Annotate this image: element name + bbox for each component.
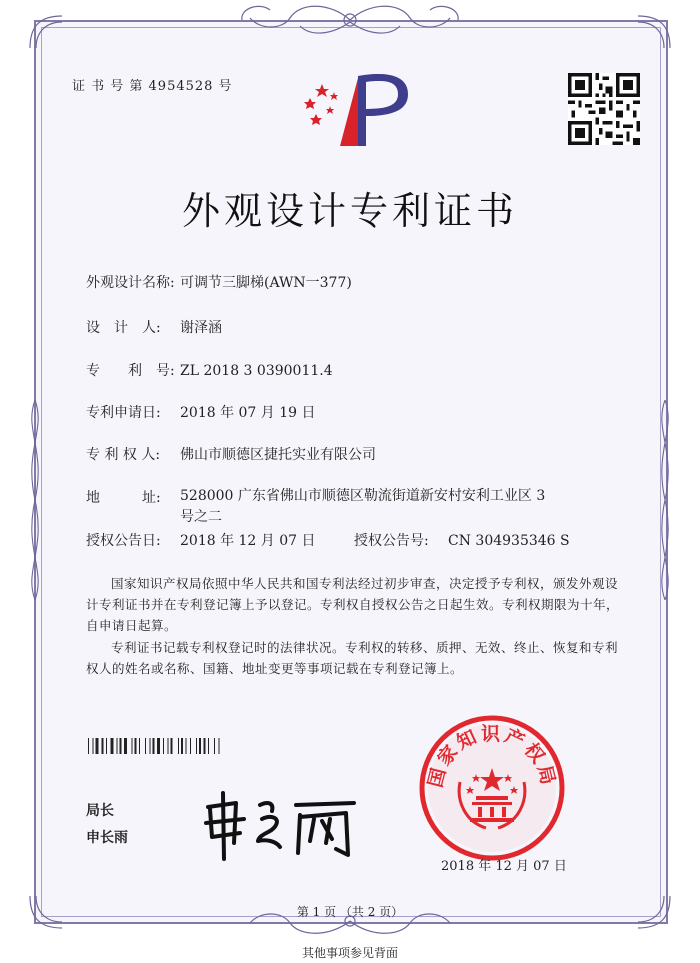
field-label: 专 利 号:: [86, 363, 175, 379]
field-label: 授权公告号:: [354, 533, 429, 549]
field-value: 佛山市顺德区捷托实业有限公司: [180, 447, 376, 463]
director-name: 申长雨: [86, 830, 128, 846]
field-address-value: 528000 广东省佛山市顺德区勒流街道新安村安利工业区 3 号之二: [180, 488, 546, 525]
field-designer: [86, 317, 222, 337]
field-label: 设 计 人:: [86, 320, 161, 336]
field-grant-number: [354, 530, 570, 550]
field-label: 地 址:: [86, 490, 161, 506]
director-title: 局长: [86, 803, 114, 819]
field-label: 授权公告日:: [86, 533, 161, 549]
field-value: 2018 年 12 月 07 日: [180, 533, 316, 549]
field-value: CN 304935346 S: [448, 533, 570, 549]
legal-paragraph-2: 专利证书记载专利权登记时的法律状况。专利权的转移、质押、无效、终止、恢复和专利权人的姓名或名称、国籍、地址变更等事项记载在专利登记簿上。: [86, 640, 619, 676]
page-indicator: 第 1 页 （共 2 页）: [296, 905, 404, 919]
field-value: 可调节三脚梯(AWN一377): [180, 275, 352, 291]
field-design-name: [86, 272, 352, 292]
field-label: 专 利 权 人:: [86, 447, 161, 463]
field-address-label: [86, 487, 180, 507]
field-patentee: [86, 444, 376, 464]
field-value: 2018 年 07 月 19 日: [180, 405, 316, 421]
director-signature: [196, 785, 366, 865]
barcode: [88, 738, 308, 754]
field-patent-number: [86, 360, 333, 380]
patent-office-logo: [300, 70, 410, 150]
field-label: 外观设计名称:: [86, 275, 175, 291]
certificate-number: 证 书 号 第 4954528 号: [72, 79, 233, 94]
field-label: 专利申请日:: [86, 405, 161, 421]
qr-code: [568, 73, 640, 145]
legal-paragraph-1: 国家知识产权局依照中华人民共和国专利法经过初步审查，决定授予专利权，颁发外观设计专利证书并在专利登记簿上予以登记。专利权自授权公告之日起生效。专利权期限为十年，自申请日起算。: [86, 576, 620, 633]
seal-text: 国家知识产权局: [424, 723, 560, 790]
field-value: ZL 2018 3 0390011.4: [180, 363, 333, 379]
footer-note: 其他事项参见背面: [301, 946, 398, 960]
field-value: 谢泽涵: [180, 320, 222, 336]
seal-date: 2018 年 12 月 07 日: [441, 859, 567, 874]
official-seal: [416, 712, 568, 864]
field-grant-date: [86, 530, 316, 550]
certificate-title: 外观设计专利证书: [181, 189, 518, 233]
field-application-date: [86, 402, 316, 422]
